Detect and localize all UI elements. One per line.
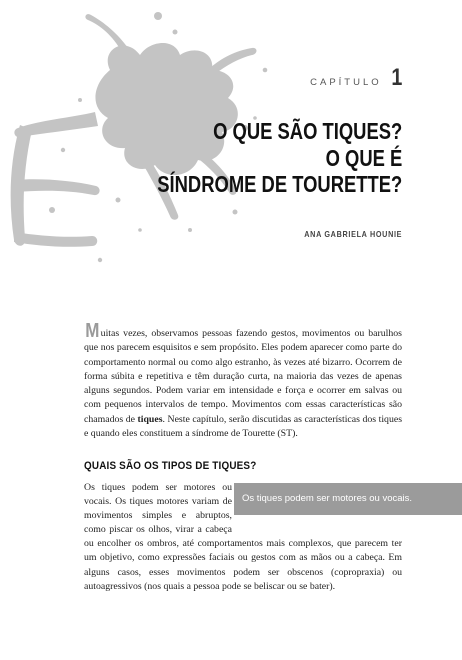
chapter-label: CAPÍTULO — [310, 77, 382, 88]
title-line-2: O QUE É — [325, 144, 402, 171]
intro-text-1: uitas vezes, observamos pessoas fazendo gestos, movimentos ou barulhos que nos parecem esquisitos e sem propósito. Eles podem aparecer como parte do comportamento normal ou como algo estranho, às vezes até bizarro. Ocorrem de forma súbita e repetitiva e têm duração curta, na maioria das vezes de apenas alguns segundos. Podem variar em intensidade e força e ocorrer em salvas ou com pequenos intervalos de tempo. Movimentos com essas características são chamados de — [84, 328, 402, 425]
pull-quote-callout: Os tiques podem ser motores ou vocais. — [234, 483, 462, 515]
author-name: ANA GABRIELA HOUNIE — [304, 229, 402, 239]
drop-cap: M — [85, 320, 100, 342]
section-body-text: Os tiques podem ser motores ou vocais. Os tiques motores variam de movimentos simples e abruptos, como piscar os olhos, virar a cabeça ou encolher os ombros, até comportamentos mais complexos, que parecem ter um objetivo, como expressões faciais ou gestos com as mãos ou a cabeça. Em alguns casos, esses movimentos podem ser obscenos (copropraxia) ou autoagressivos (nos quais a pessoa pode se beliscar ou se bater). — [84, 482, 402, 592]
title-line-1: O QUE SÃO TIQUES? — [212, 118, 402, 144]
section-heading: QUAIS SÃO OS TIPOS DE TIQUES? — [84, 460, 257, 472]
intro-paragraph — [84, 320, 403, 441]
chapter-title — [157, 118, 402, 198]
title-line-3: SÍNDROME DE TOURETTE? — [156, 171, 402, 197]
chapter-marker — [310, 64, 402, 92]
intro-text-2: . Neste capítulo, serão discutidas as características dos tiques e quando eles constituem a síndrome de Tourette (ST). — [84, 413, 403, 440]
intro-bold-term: tiques — [137, 413, 163, 425]
chapter-number: 1 — [391, 64, 402, 91]
